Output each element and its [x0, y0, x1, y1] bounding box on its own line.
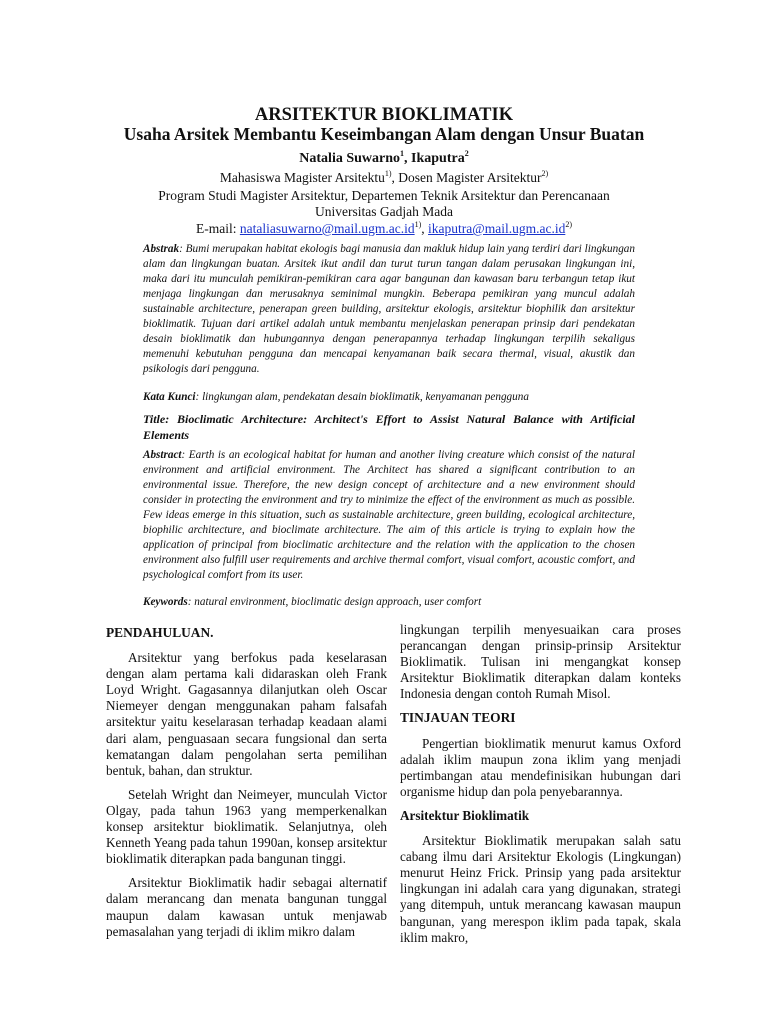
author-line: [0, 151, 768, 167]
body-paragraph: Arsitektur Bioklimatik hadir sebagai alternatif dalam merancang dan menata bangunan tunggal maupun dalam kawasan untuk menjawab pemasalahan yang terjadi di iklim mikro dalam: [106, 875, 387, 939]
body-paragraph: lingkungan terpilih menyesuaikan cara proses perancangan dengan prinsip-prinsip Arsitektur Bioklimatik. Tulisan ini mengangkat konsep Arsitektur Bioklimatik diterapkan dalam konteks Indonesia dengan contoh Rumah Misol.: [400, 622, 681, 702]
affiliation-role: Mahasiswa Magister Arsitektu: [219, 170, 385, 185]
author-superscript: 1: [400, 149, 405, 158]
abstract-indonesian: [143, 242, 635, 377]
affiliation-program: Program Studi Magister Arsitektur, Departemen Teknik Arsitektur dan Perencanaan: [158, 188, 610, 203]
english-title: Title: Bioclimatic Architecture: Architect's Effort to Assist Natural Balance with Artificial Elements: [143, 412, 635, 442]
affiliation-superscript: 1): [384, 169, 392, 178]
left-column: [106, 622, 387, 948]
author-name: Ikaputra: [411, 151, 465, 166]
abstract-label: Abstrak: [143, 243, 180, 255]
section-heading: TINJAUAN TEORI: [400, 710, 516, 726]
keywords-text: : lingkungan alam, pendekatan desain bioklimatik, kenyamanan pengguna: [195, 391, 529, 403]
email-superscript: 1): [414, 220, 422, 229]
keywords-label: Kata Kunci: [143, 391, 196, 403]
affiliation-roles: [0, 170, 768, 186]
body-paragraph: Setelah Wright dan Neimeyer, munculah Victor Olgay, pada tahun 1963 yang memperkenalkan konsep arsitektur bioklimatik. Selanjutnya, oleh Kenneth Yeang pada tahun 1990an, konsep arsitektur bioklimatik diterapkan pada bangunan tinggi.: [106, 786, 387, 867]
affiliation-university: Universitas Gadjah Mada: [315, 204, 453, 219]
paper-subtitle: Usaha Arsitek Membantu Keseimbangan Alam dengan Unsur Buatan: [123, 124, 645, 144]
keywords-indonesian: [143, 391, 635, 403]
author-separator: ,: [404, 151, 412, 166]
body-paragraph: Arsitektur yang berfokus pada keselarasan dengan alam pertama kali didaraskan oleh Frank Loyd Wright. Gagasannya dilanjutkan oleh Oscar Niemeyer dengan menggunakan paham falsafah arsitektur yaitu keselarasan terhadap keadaan alami dari alam, penguasaan secara fungsional dan serta kematangan dalam pengolahan serta pemilihan bentuk, bahan, dan struktur.: [106, 650, 387, 778]
keywords-english: [143, 596, 635, 608]
email-line: [0, 221, 768, 237]
abstract-label: Abstract: [143, 449, 182, 461]
body-paragraph: Pengertian bioklimatik menurut kamus Oxford adalah iklim maupun zona iklim yang menjadi pertimbangan atau mendefinisikan hubungan dari organisme hidup dan pola penyebarannya.: [400, 735, 681, 799]
section-heading: PENDAHULUAN.: [106, 625, 214, 640]
abstract-english: [143, 448, 635, 583]
right-column: [400, 622, 681, 954]
body-paragraph: Arsitektur Bioklimatik merupakan salah satu cabang ilmu dari Arsitektur Ekologis (Lingkungan) menurut Heinz Frick. Prinsip yang pada arsitektur lingkungan ini adalah cara yang digunakan, strategi yang ditempuh, untuk merancang kawasan maupun bangunan, yang merespon iklim pada tapak, skala iklim makro,: [400, 833, 681, 945]
email-label: E-mail:: [195, 221, 240, 236]
subsection-heading: Arsitektur Bioklimatik: [400, 807, 530, 823]
keywords-label: Keywords: [143, 596, 188, 608]
affiliation-role: , Dosen Magister Arsitektur: [391, 170, 542, 185]
paper-title: ARSITEKTUR BIOKLIMATIK: [254, 105, 514, 125]
email-separator: ,: [421, 221, 429, 236]
keywords-text: : natural environment, bioclimatic design approach, user comfort: [187, 596, 482, 608]
abstract-text: : Bumi merupakan habitat ekologis bagi manusia dan makluk hidup lain yang terdiri dari lingkungan alam dan lingkungan buatan. Arsitek ikut andil dan turut turun tangan dalam perusakan lingkungan ini, maka dari itu munculah pemikiran-pemikiran cara agar bangunan dan kawasan baru terbangun tetap ikut menjaga lingkungan dan merusaknya seminimal mungkin. Beberapa pemikiran yang muncul adalah sustainable architecture, penerapan green building, arsitektur ekologis, arsitektur biophilik dan arsitektur bioklimatik. Tujuan dari artikel adalah untuk membantu menjelaskan penerapan prinsip dari pendekatan desain bioklimatik dan hubungannya dengan penerapannya terhadap lingkungan terpilih sekaligus memenuhi kebutuhan pengguna dan mencapai kenyamanan baik secara thermal, visual, akustik dan psikologis dari pengguna.: [143, 243, 635, 375]
email-link[interactable]: ikaputra@mail.ugm.ac.id: [428, 221, 566, 236]
author-superscript: 2: [464, 149, 469, 158]
email-superscript: 2): [565, 220, 572, 229]
affiliation-superscript: 2): [541, 169, 549, 178]
abstract-text: : Earth is an ecological habitat for human and another living creature which consist of the natural environment and artificial environment. The Architect has shared a significant contribution to an environmental issue. Therefore, the new design concept of architecture and a new environment should consider in protecting the environment and try to minimize the effect of the environment as much as possible. Few ideas emerge in this situation, such as sustainable architecture, green building, ecological architecture, biophilic architecture, and bioclimate architecture. The aim of this article is trying to explain how the application of principal from bioclimatic architecture and the relation with the application to the chosen environment also fulfill user requirements and archive thermal comfort, visual comfort, acoustic comfort, and psychological comfort from its user.: [143, 449, 635, 581]
email-link[interactable]: nataliasuwarno@mail.ugm.ac.id: [239, 221, 415, 236]
author-name: Natalia Suwarno: [299, 151, 401, 166]
